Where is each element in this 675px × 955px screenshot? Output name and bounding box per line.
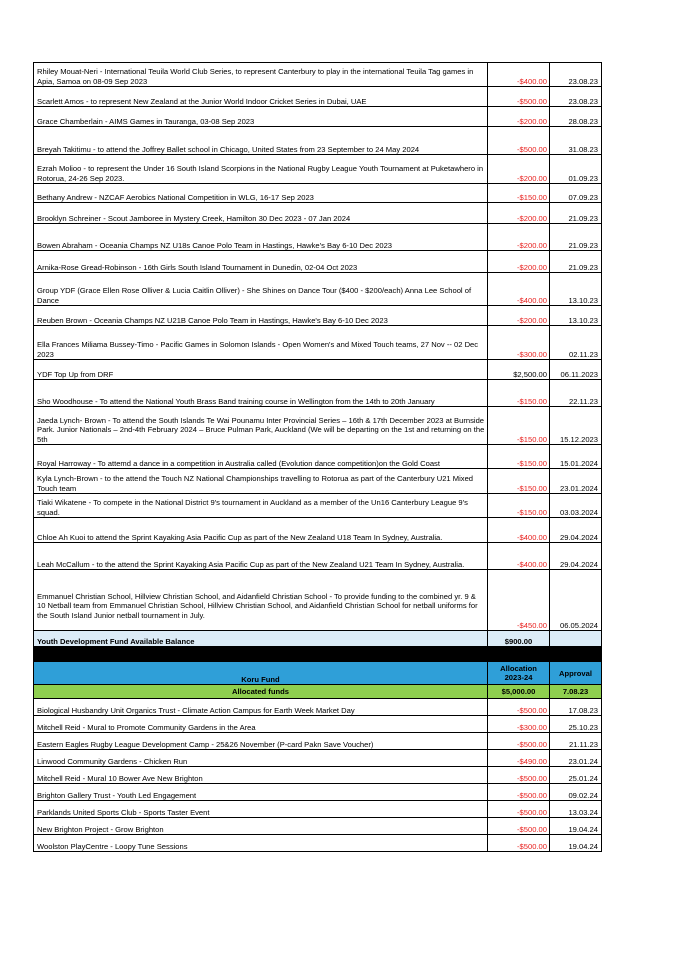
row-description: Chloe Ah Kuoi to attend the Sprint Kayaking Asia Pacific Cup as part of the New Zealand U18 Team In Sydney, Australia. <box>34 518 488 543</box>
row-amount: -$500.00 <box>488 818 550 835</box>
row-description: YDF Top Up from DRF <box>34 360 488 380</box>
table-row <box>34 87 602 107</box>
balance-label: Youth Development Fund Available Balance <box>34 631 488 647</box>
row-amount: -$500.00 <box>488 767 550 784</box>
row-date: 02.11.23 <box>550 326 602 360</box>
row-date: 15.01.2024 <box>550 445 602 469</box>
table-row <box>34 326 602 360</box>
table-row <box>34 445 602 469</box>
row-description: Brighton Gallery Trust - Youth Led Engagement <box>34 784 488 801</box>
row-amount: -$200.00 <box>488 306 550 326</box>
row-date: 25.01.24 <box>550 767 602 784</box>
row-date: 21.09.23 <box>550 203 602 224</box>
row-description: Bethany Andrew - NZCAF Aerobics National Competition in WLG, 16-17 Sep 2023 <box>34 184 488 203</box>
table-row <box>34 273 602 306</box>
row-date: 23.08.23 <box>550 87 602 107</box>
table-row <box>34 818 602 835</box>
row-description: Grace Chamberlain - AIMS Games in Tauranga, 03-08 Sep 2023 <box>34 107 488 127</box>
balance-amount: $900.00 <box>488 631 550 647</box>
table-row <box>34 360 602 380</box>
row-description: Breyah Takitimu - to attend the Joffrey Ballet school in Chicago, United States from 23 September to 24 May 2024 <box>34 127 488 155</box>
row-description: Woolston PlayCentre - Loopy Tune Sessions <box>34 835 488 852</box>
row-date: 15.12.2023 <box>550 407 602 445</box>
row-description: New Brighton Project - Grow Brighton <box>34 818 488 835</box>
table-row <box>34 767 602 784</box>
row-date: 01.09.23 <box>550 155 602 184</box>
table-row <box>34 184 602 203</box>
row-amount: -$200.00 <box>488 203 550 224</box>
row-description: Ezrah Molioo - to represent the Under 16 South Island Scorpions in the National Rugby League Youth Tournament at Puketawhero in Rotorua, 24-26 Sep 2023. <box>34 155 488 184</box>
row-amount: -$200.00 <box>488 251 550 273</box>
table-row <box>34 107 602 127</box>
row-date: 07.09.23 <box>550 184 602 203</box>
row-date: 13.10.23 <box>550 306 602 326</box>
row-date: 19.04.24 <box>550 818 602 835</box>
row-description: Mitchell Reid - Mural to Promote Community Gardens in the Area <box>34 716 488 733</box>
row-amount: -$150.00 <box>488 494 550 518</box>
row-date: 22.11.23 <box>550 380 602 407</box>
row-amount: -$500.00 <box>488 784 550 801</box>
table-row <box>34 155 602 184</box>
row-amount: -$400.00 <box>488 543 550 570</box>
row-amount: -$400.00 <box>488 518 550 543</box>
funding-table <box>33 62 602 852</box>
row-date: 31.08.23 <box>550 127 602 155</box>
koru-fund-title: Koru Fund <box>34 662 488 685</box>
section-divider <box>34 647 602 662</box>
row-description: Mitchell Reid - Mural 10 Bower Ave New Brighton <box>34 767 488 784</box>
row-date: 13.10.23 <box>550 273 602 306</box>
table-row <box>34 127 602 155</box>
row-date: 17.08.23 <box>550 699 602 716</box>
row-description: Tiaki Wikatene - To compete in the National District 9's tournament in Auckland as a member of the Un16 Canterbury League 9's squad. <box>34 494 488 518</box>
table-row <box>34 380 602 407</box>
row-amount: -$150.00 <box>488 380 550 407</box>
row-date: 06.11.2023 <box>550 360 602 380</box>
row-date: 21.11.23 <box>550 733 602 750</box>
row-date: 23.01.24 <box>550 750 602 767</box>
row-description: Parklands United Sports Club - Sports Taster Event <box>34 801 488 818</box>
row-description: Biological Husbandry Unit Organics Trust - Climate Action Campus for Earth Week Market Day <box>34 699 488 716</box>
row-amount: -$500.00 <box>488 127 550 155</box>
table-row <box>34 494 602 518</box>
row-description: Group YDF (Grace Ellen Rose Olliver & Lucia Caitlin Olliver) - She Shines on Dance Tour ($400 - $200/each) Anna Lee School of Dance <box>34 273 488 306</box>
row-amount: -$300.00 <box>488 326 550 360</box>
row-description: Bowen Abraham - Oceania Champs NZ U18s Canoe Polo Team in Hastings, Hawke's Bay 6-10 Dec 2023 <box>34 224 488 251</box>
row-date: 23.01.2024 <box>550 469 602 494</box>
row-date: 28.08.23 <box>550 107 602 127</box>
allocated-funds-row <box>34 685 602 699</box>
allocated-funds-date: 7.08.23 <box>550 685 602 699</box>
row-amount: $2,500.00 <box>488 360 550 380</box>
row-amount: -$150.00 <box>488 445 550 469</box>
balance-date-cell <box>550 631 602 647</box>
row-description: Kyla Lynch-Brown - to the attend the Touch NZ National Championships travelling to Rotorua as part of the Canterbury U21 Mixed Touch team <box>34 469 488 494</box>
row-description: Ella Frances Miliama Bussey-Timo - Pacific Games in Solomon Islands - Open Women's and Mixed Touch teams, 27 Nov -- 02 Dec 2023 <box>34 326 488 360</box>
row-amount: -$490.00 <box>488 750 550 767</box>
row-amount: -$150.00 <box>488 184 550 203</box>
row-description: Eastern Eagles Rugby League Development Camp - 25&26 November (P-card Pakn Save Voucher) <box>34 733 488 750</box>
row-amount: -$200.00 <box>488 224 550 251</box>
row-date: 29.04.2024 <box>550 518 602 543</box>
row-date: 25.10.23 <box>550 716 602 733</box>
row-date: 03.03.2024 <box>550 494 602 518</box>
row-amount: -$400.00 <box>488 63 550 87</box>
row-description: Rhiley Mouat-Neri - International Teuila World Club Series, to represent Canterbury to play in the international Teuila Tag games in Apia, Samoa on 08-09 Sep 2023 <box>34 63 488 87</box>
row-amount: -$500.00 <box>488 835 550 852</box>
row-date: 21.09.23 <box>550 251 602 273</box>
table-row <box>34 716 602 733</box>
row-date: 21.09.23 <box>550 224 602 251</box>
row-description: Jaeda Lynch- Brown - To attend the South Islands Te Wai Pounamu Inter Provincial Series – 16th & 17th December 2023 at Burnside Park. Junior Nationals – 2nd-4th February 2024 – Bruce Pulman Park, Auckland (We will be departing on the 1st and returning on the 5th <box>34 407 488 445</box>
row-description: Sho Woodhouse - To attend the National Youth Brass Band training course in Wellington from the 14th to 20th January <box>34 380 488 407</box>
row-amount: -$150.00 <box>488 407 550 445</box>
table-row <box>34 784 602 801</box>
row-amount: -$150.00 <box>488 469 550 494</box>
row-date: 09.02.24 <box>550 784 602 801</box>
row-amount: -$500.00 <box>488 87 550 107</box>
allocated-funds-amount: $5,000.00 <box>488 685 550 699</box>
allocated-funds-label: Allocated funds <box>34 685 488 699</box>
row-description: Arnika-Rose Gread-Robinson - 16th Girls South Island Tournament in Dunedin, 02-04 Oct 2023 <box>34 251 488 273</box>
row-amount: -$500.00 <box>488 801 550 818</box>
row-description: Linwood Community Gardens - Chicken Run <box>34 750 488 767</box>
row-amount: -$500.00 <box>488 733 550 750</box>
table-row <box>34 733 602 750</box>
row-description: Royal Harroway - To attemd a dance in a competition in Australia called (Evolution dance competition)on the Gold Coast <box>34 445 488 469</box>
approval-header: Approval <box>550 662 602 685</box>
row-description: Brooklyn Schreiner - Scout Jamboree in Mystery Creek, Hamilton 30 Dec 2023 - 07 Jan 2024 <box>34 203 488 224</box>
row-description: Leah McCallum - to the attend the Sprint Kayaking Asia Pacific Cup as part of the New Zealand U21 Team In Sydney, Australia. <box>34 543 488 570</box>
table-row <box>34 699 602 716</box>
table-row <box>34 407 602 445</box>
table-row <box>34 835 602 852</box>
row-date: 06.05.2024 <box>550 570 602 631</box>
table-row <box>34 63 602 87</box>
table-row <box>34 203 602 224</box>
row-amount: -$500.00 <box>488 699 550 716</box>
youth-fund-balance-row <box>34 631 602 647</box>
allocation-header: Allocation 2023-24 <box>488 662 550 685</box>
row-amount: -$200.00 <box>488 107 550 127</box>
row-description: Scarlett Amos - to represent New Zealand at the Junior World Indoor Cricket Series in Dubai, UAE <box>34 87 488 107</box>
table-row <box>34 543 602 570</box>
table-row <box>34 469 602 494</box>
row-amount: -$400.00 <box>488 273 550 306</box>
row-description: Emmanuel Christian School, Hillview Christian School, and Aidanfield Christian School - To provide funding to the combined yr. 9 & 10 Netball team from Emmanuel Christian School, Hillview Christian School, and Aidanfield Christian School for netball uniforms for the South Island Junior netball tournament in July. <box>34 570 488 631</box>
row-amount: -$450.00 <box>488 570 550 631</box>
table-row <box>34 251 602 273</box>
koru-fund-header <box>34 662 602 685</box>
table-row <box>34 750 602 767</box>
row-date: 19.04.24 <box>550 835 602 852</box>
row-amount: -$200.00 <box>488 155 550 184</box>
row-date: 29.04.2024 <box>550 543 602 570</box>
row-date: 13.03.24 <box>550 801 602 818</box>
row-date: 23.08.23 <box>550 63 602 87</box>
row-description: Reuben Brown - Oceania Champs NZ U21B Canoe Polo Team in Hastings, Hawke's Bay 6-10 Dec 2023 <box>34 306 488 326</box>
table-row <box>34 306 602 326</box>
table-row <box>34 518 602 543</box>
row-amount: -$300.00 <box>488 716 550 733</box>
table-row <box>34 801 602 818</box>
table-row <box>34 224 602 251</box>
table-row <box>34 570 602 631</box>
